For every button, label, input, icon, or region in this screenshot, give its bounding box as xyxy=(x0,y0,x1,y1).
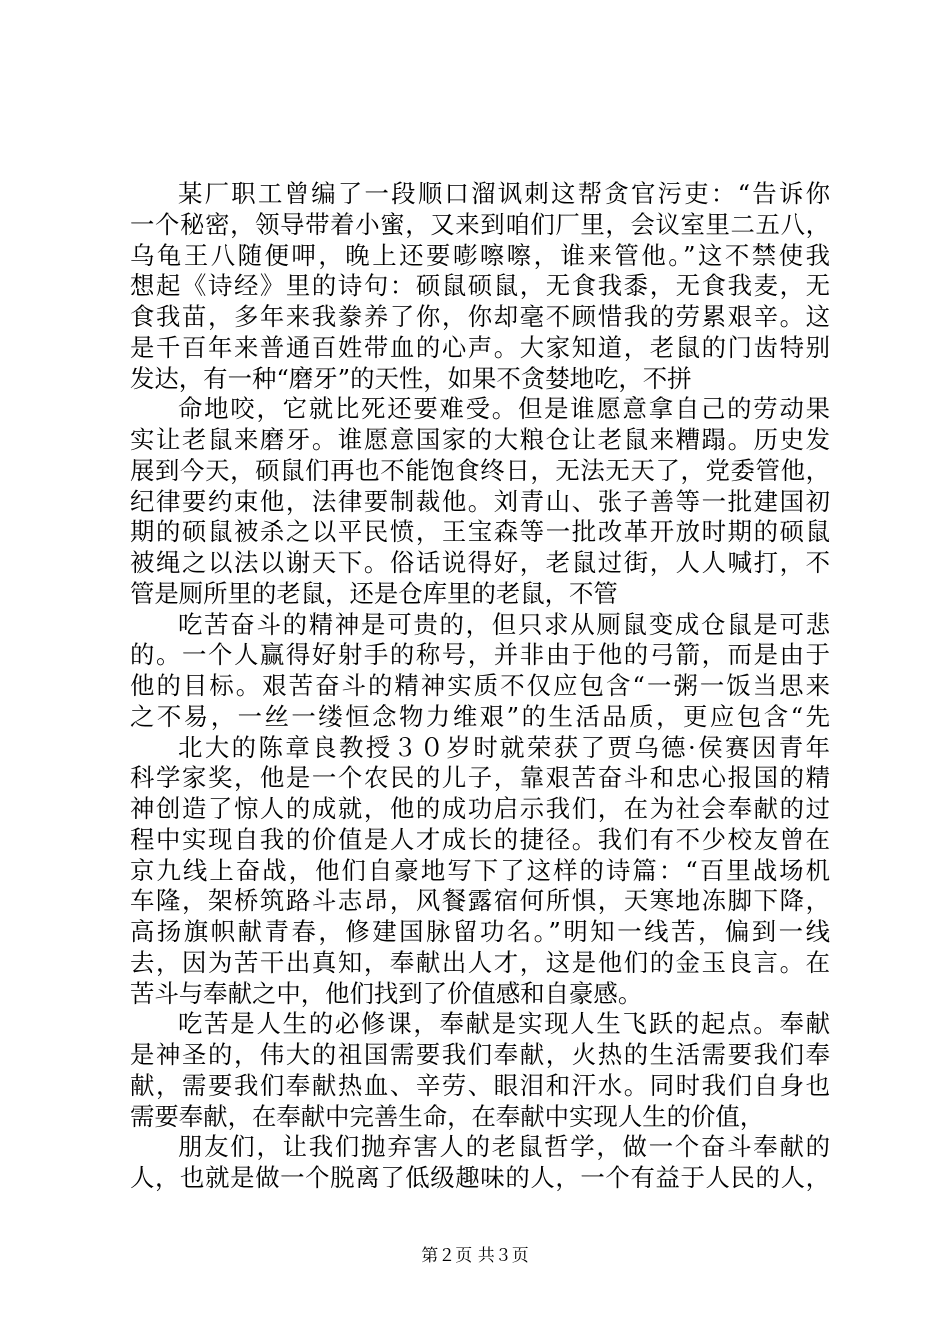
text-line: 吃苦是人生的必修课，奉献是实现人生飞跃的起点。奉献 xyxy=(178,1009,830,1038)
text-line: 发达，有一种“磨牙”的天性，如果不贪婪地吃，不拼 xyxy=(130,364,692,393)
text-line: 乌龟王八随便呷，晚上还要嘭嚓嚓，谁来管他。”这不禁使我 xyxy=(130,241,830,270)
text-line: 北大的陈章良教授３０岁时就荣获了贾乌德·侯赛因青年 xyxy=(178,733,830,762)
text-line: 之不易，一丝一缕恒念物力维艰”的生活品质，更应包含“先 xyxy=(130,702,830,731)
text-line: 是神圣的，伟大的祖国需要我们奉献，火热的生活需要我们奉 xyxy=(130,1040,830,1069)
page-footer: 第２页 共３页 xyxy=(421,1246,529,1266)
text-line: 神创造了惊人的成就，他的成功启示我们，在为社会奉献的过 xyxy=(130,794,830,823)
text-line: 管是厕所里的老鼠，还是仓库里的老鼠，不管 xyxy=(130,579,618,608)
text-line: 朋友们，让我们抛弃害人的老鼠哲学，做一个奋斗奉献的 xyxy=(178,1132,830,1161)
text-line: 车隆，架桥筑路斗志昂，风餐露宿何所惧，天寒地冻脚下降， xyxy=(130,886,830,915)
text-line: 的。一个人赢得好射手的称号，并非由于他的弓箭，而是由于 xyxy=(130,640,830,669)
text-line: 纪律要约束他，法律要制裁他。刘青山、张子善等一批建国初 xyxy=(130,487,830,516)
text-line: 想起《诗经》里的诗句：硕鼠硕鼠，无食我黍，无食我麦，无 xyxy=(130,271,830,300)
text-line: 他的目标。艰苦奋斗的精神实质不仅应包含“一粥一饭当思来 xyxy=(130,671,830,700)
text-line: 京九线上奋战，他们自豪地写下了这样的诗篇：“百里战场机 xyxy=(130,856,830,885)
text-line: 被绳之以法以谢天下。俗话说得好，老鼠过街，人人喊打，不 xyxy=(130,548,830,577)
text-line: 需要奉献，在奉献中完善生命，在奉献中实现人生的价值， xyxy=(130,1102,765,1131)
text-line: 实让老鼠来磨牙。谁愿意国家的大粮仓让老鼠来糟蹋。历史发 xyxy=(130,425,830,454)
text-line: 某厂职工曾编了一段顺口溜讽刺这帮贪官污吏：“告诉你 xyxy=(178,179,830,208)
text-line: 食我苗，多年来我豢养了你，你却毫不顾惜我的劳累艰辛。这 xyxy=(130,302,830,331)
text-line: 是千百年来普通百姓带血的心声。大家知道，老鼠的门齿特别 xyxy=(130,333,830,362)
text-line: 科学家奖，他是一个农民的儿子，靠艰苦奋斗和忠心报国的精 xyxy=(130,763,830,792)
text-line: 期的硕鼠被杀之以平民愤，王宝森等一批改革开放时期的硕鼠 xyxy=(130,517,830,546)
text-line: 人，也就是做一个脱离了低级趣味的人，一个有益于人民的人， xyxy=(130,1163,830,1192)
text-line: 去，因为苦干出真知，奉献出人才，这是他们的金玉良言。在 xyxy=(130,948,830,977)
text-line: 献，需要我们奉献热血、辛劳、眼泪和汗水。同时我们自身也 xyxy=(130,1071,830,1100)
text-line: 程中实现自我的价值是人才成长的捷径。我们有不少校友曾在 xyxy=(130,825,830,854)
text-line: 吃苦奋斗的精神是可贵的，但只求从厕鼠变成仓鼠是可悲 xyxy=(178,610,830,639)
text-line: 命地咬，它就比死还要难受。但是谁愿意拿自己的劳动果 xyxy=(178,394,830,423)
text-line: 苦斗与奉献之中，他们找到了价值感和自豪感。 xyxy=(130,979,643,1008)
text-line: 展到今天，硕鼠们再也不能饱食终日，无法无天了，党委管他， xyxy=(130,456,830,485)
text-line: 一个秘密，领导带着小蜜，又来到咱们厂里，会议室里二五八， xyxy=(130,210,830,239)
text-line: 高扬旗帜献青春，修建国脉留功名。”明知一线苦，偏到一线 xyxy=(130,917,830,946)
